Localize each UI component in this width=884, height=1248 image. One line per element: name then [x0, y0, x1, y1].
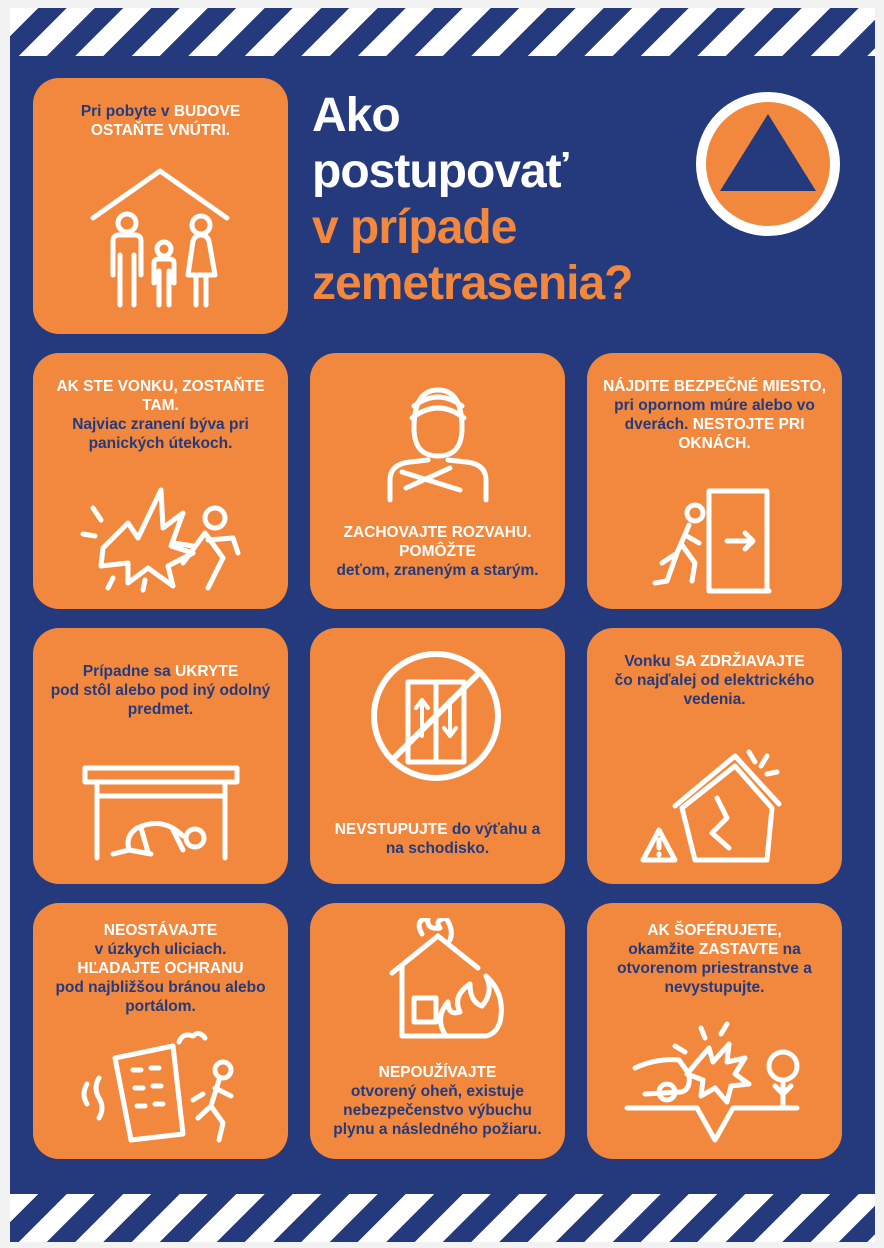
- card8-text-a: NEOSTÁVAJTE: [103, 922, 218, 939]
- card9-text-a: NEPOUŽÍVAJTE: [378, 1064, 497, 1081]
- no-elevator-icon: [310, 646, 565, 786]
- civil-protection-triangle-icon: [695, 91, 841, 237]
- car-crash-icon: [587, 1018, 842, 1148]
- card-stay-away-power-lines: [587, 628, 842, 884]
- card4-text-b: pri opornom múre alebo vo dverách.: [614, 397, 815, 433]
- card-take-cover: [33, 628, 288, 884]
- card1-text-a: Pri pobyte v: [80, 103, 174, 120]
- card9-text-b: otvorený oheň, existuje nebezpečenstvo výbuchu plynu a následného požiaru.: [333, 1083, 542, 1138]
- poster: [10, 8, 875, 1242]
- card6-text-b: do výťahu a na schodisko.: [385, 821, 541, 857]
- card5-text-b: UKRYTE: [175, 663, 239, 680]
- card5-text-c: pod stôl alebo pod iný odolný predmet.: [50, 682, 271, 718]
- card4-text-c: NESTOJTE PRI OKNÁCH.: [678, 416, 805, 452]
- card-stay-inside: [33, 78, 288, 334]
- card8-text-b: v úzkych uliciach.: [94, 941, 227, 958]
- exit-door-icon: [587, 483, 842, 598]
- card7-text-b: SA ZDRŽIAVAJTE: [674, 653, 805, 670]
- card-when-driving: [587, 903, 842, 1159]
- title-line-3: v prípade: [312, 201, 517, 254]
- top-hazard-stripe: [10, 8, 875, 56]
- poster-title: [312, 88, 633, 312]
- card8-text-d: pod najbližšou bránou alebo portálom.: [55, 979, 266, 1015]
- card1-text-c: OSTAŇTE VNÚTRI.: [90, 122, 231, 139]
- card4-text-a: NÁJDITE BEZPEČNÉ MIESTO,: [603, 378, 826, 395]
- card3-text-b: deťom, zraneným a starým.: [336, 562, 539, 579]
- card1-text-b: BUDOVE: [173, 103, 241, 120]
- house-fire-icon: [310, 918, 565, 1048]
- family-house-icon: [33, 163, 288, 313]
- card10-text-b: okamžite: [628, 941, 699, 958]
- card8-text-c: HĽADAJTE OCHRANU: [77, 960, 244, 977]
- title-line-1: Ako: [312, 89, 400, 142]
- running-person-explosion-icon: [33, 468, 288, 598]
- person-under-table-icon: [33, 758, 288, 868]
- card2-text-a: AK STE VONKU, ZOSTAŇTE TAM.: [56, 378, 265, 414]
- card10-text-c: ZASTAVTE: [698, 941, 779, 958]
- title-line-2: postupovať: [312, 145, 568, 198]
- card6-text-a: NEVSTUPUJTE: [334, 821, 448, 838]
- card7-text-c: čo najďalej od elektrického vedenia.: [614, 672, 815, 708]
- falling-building-icon: [33, 1028, 288, 1148]
- bottom-hazard-stripe: [10, 1194, 875, 1242]
- card-stay-outside: [33, 353, 288, 609]
- collapsed-house-warning-icon: [587, 738, 842, 873]
- injured-person-icon: [310, 368, 565, 503]
- card2-text-b: Najviac zranení býva pri panických útekoch.: [72, 416, 249, 452]
- card-stay-calm: [310, 353, 565, 609]
- card-find-safe-place: [587, 353, 842, 609]
- card-no-open-fire: [310, 903, 565, 1159]
- card10-text-d: na otvorenom priestranstve a nevystupujte.: [617, 941, 812, 996]
- card-no-elevator: [310, 628, 565, 884]
- card7-text-a: Vonku: [624, 653, 675, 670]
- card5-text-a: Prípadne sa: [82, 663, 176, 680]
- card10-text-a: AK ŠOFÉRUJETE,: [647, 922, 782, 939]
- card3-text-a: ZACHOVAJTE ROZVAHU. POMÔŽTE: [343, 524, 532, 560]
- card-avoid-narrow-streets: [33, 903, 288, 1159]
- title-line-4: zemetrasenia?: [312, 257, 633, 310]
